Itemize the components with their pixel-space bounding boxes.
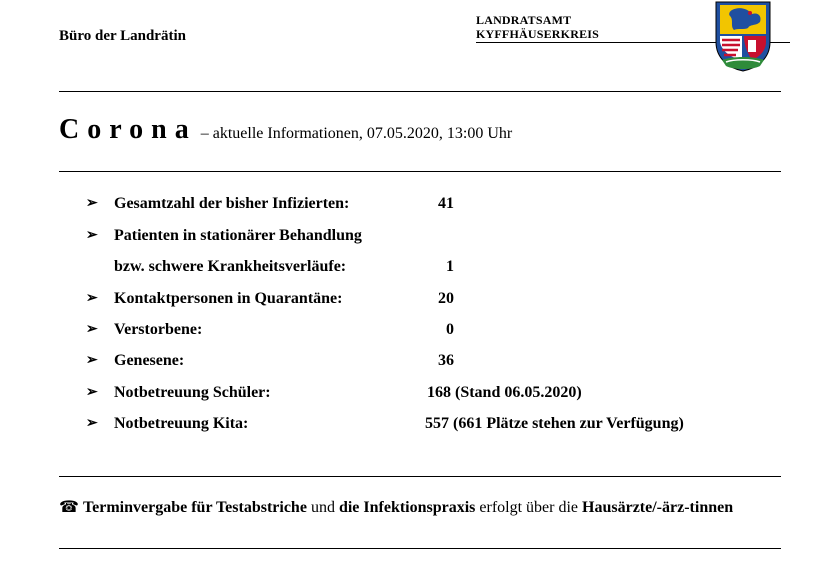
list-item bbox=[86, 258, 686, 282]
bullet-arrow-icon: ➢ bbox=[86, 196, 98, 211]
bullet-arrow-icon: ➢ bbox=[86, 353, 98, 368]
stat-value: 36 bbox=[438, 352, 454, 369]
footer-note bbox=[59, 492, 783, 523]
divider-top bbox=[59, 91, 781, 92]
title-subtitle: – aktuelle Informationen, 07.05.2020, 13:00 Uhr bbox=[200, 125, 513, 142]
title-word: Corona bbox=[59, 114, 197, 145]
list-item bbox=[86, 384, 726, 408]
bullet-arrow-icon: ➢ bbox=[86, 385, 98, 400]
bullet-arrow-icon: ➢ bbox=[86, 416, 98, 431]
telephone-icon: ☎ bbox=[59, 499, 79, 516]
stat-label: Notbetreuung Schüler: bbox=[114, 384, 271, 401]
list-item bbox=[86, 227, 686, 251]
stat-label: bzw. schwere Krankheitsverläufe: bbox=[114, 258, 347, 275]
page-title bbox=[59, 114, 512, 146]
bullet-arrow-icon: ➢ bbox=[86, 322, 98, 337]
stat-label: Verstorbene: bbox=[114, 321, 203, 338]
list-item bbox=[86, 352, 686, 376]
authority-line-2: KYFFHÄUSERKREIS bbox=[476, 27, 600, 41]
list-item bbox=[86, 415, 786, 439]
stat-value: 0 bbox=[446, 321, 454, 338]
stat-label: Patienten in stationärer Behandlung bbox=[114, 227, 362, 244]
footer-text-5: Hausärzte/-ärz-tinnen bbox=[582, 499, 734, 516]
list-item bbox=[86, 290, 686, 314]
bullet-arrow-icon: ➢ bbox=[86, 291, 98, 306]
stat-value: 41 bbox=[438, 195, 454, 212]
list-item bbox=[86, 195, 686, 219]
stat-value: 557 (661 Plätze stehen zur Verfügung) bbox=[425, 415, 684, 432]
bullet-arrow-icon: ➢ bbox=[86, 228, 98, 243]
authority-name bbox=[476, 13, 599, 41]
stat-label: Gesamtzahl der bisher Infizierten: bbox=[114, 195, 350, 212]
stat-value: 1 bbox=[446, 258, 454, 275]
stat-label: Kontaktpersonen in Quarantäne: bbox=[114, 290, 343, 307]
coat-of-arms-icon bbox=[712, 0, 774, 72]
list-item bbox=[86, 321, 686, 345]
divider-below-title bbox=[59, 171, 781, 172]
footer-text-1: Terminvergabe für Testabstriche bbox=[82, 499, 307, 516]
stat-value: 20 bbox=[438, 290, 454, 307]
footer-text-2: und bbox=[306, 499, 339, 516]
stat-value: 168 (Stand 06.05.2020) bbox=[427, 384, 582, 401]
divider-above-footer bbox=[59, 476, 781, 477]
authority-line-1: LANDRATSAMT bbox=[476, 13, 572, 27]
divider-bottom bbox=[59, 548, 781, 549]
stat-label: Notbetreuung Kita: bbox=[114, 415, 249, 432]
footer-text-3: die Infektionspraxis bbox=[338, 499, 476, 516]
footer-text-4: erfolgt über die bbox=[475, 499, 583, 516]
office-name: Büro der Landrätin bbox=[59, 28, 186, 44]
stat-label: Genesene: bbox=[114, 352, 185, 369]
